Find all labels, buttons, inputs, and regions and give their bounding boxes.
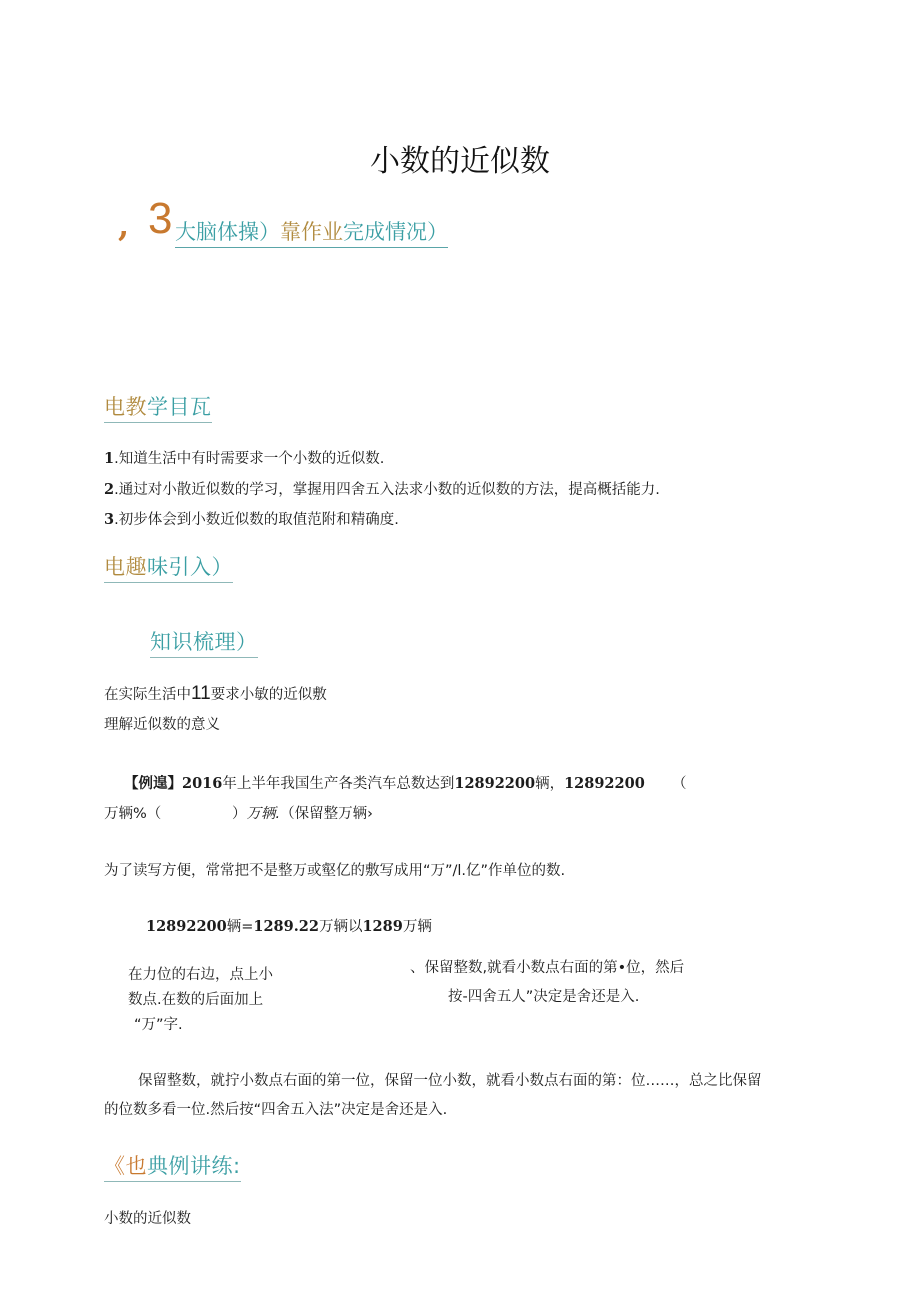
knowledge-line-1 bbox=[104, 683, 327, 705]
knowledge-line-1-b: 11 bbox=[191, 683, 211, 704]
header-text bbox=[175, 216, 448, 248]
teaching-goals-heading bbox=[104, 391, 212, 423]
intro-heading-part1: 电趣 bbox=[104, 555, 147, 579]
example-line-2a: 万辆%（ bbox=[104, 806, 162, 822]
header-paren1: ） bbox=[259, 220, 280, 244]
knowledge-line-1-a: 在实际生活中 bbox=[104, 687, 191, 703]
goal-item-1-num: 1 bbox=[104, 450, 115, 467]
goal-item-1 bbox=[104, 447, 384, 468]
intro-heading bbox=[104, 551, 233, 583]
knowledge-line-2: 理解近似数的意义 bbox=[104, 717, 220, 733]
conversion-num3: 1289 bbox=[362, 918, 403, 935]
note-left-line-1: 在力位的右边，点上小 bbox=[128, 967, 273, 983]
example-text-b: 辆， bbox=[535, 776, 565, 792]
conversion-num1: 12892200 bbox=[146, 918, 227, 935]
header-text-part3: 完成情况 bbox=[343, 220, 427, 244]
intro-heading-part2: 味引入） bbox=[147, 555, 233, 579]
header-text-part1: 大脑体操 bbox=[175, 220, 259, 244]
knowledge-heading: 知识梳理） bbox=[150, 626, 258, 658]
conversion-unit1: 辆= bbox=[226, 919, 254, 935]
goal-item-2-num: 2 bbox=[104, 481, 115, 498]
summary-line-2: 的位数多看一位.然后按“四舍五入法”决定是舍还是入. bbox=[104, 1102, 448, 1118]
header-paren2: ） bbox=[427, 220, 448, 244]
example-note: （保留整万辆› bbox=[280, 806, 373, 822]
goal-item-2-text: .通过对小散近似数的学习，掌握用四舍五入法求小数的近似数的方法，提高概括能力. bbox=[114, 482, 660, 498]
note-right-line-1: 、保留整数,就看小数点右面的第•位，然后 bbox=[410, 960, 685, 976]
practice-heading-part1: 《也 bbox=[104, 1154, 147, 1178]
conversion-line bbox=[146, 915, 432, 936]
explanation-text: 为了读写方便，常常把不是整万或壑亿的敷写成用“万”/l.亿”作单位的数. bbox=[104, 863, 566, 879]
page-title: 小数的近似数 bbox=[370, 144, 550, 179]
example-line-1 bbox=[124, 772, 645, 793]
note-right-line-2: 按-四舍五人”决定是舍还是入. bbox=[448, 989, 640, 1005]
summary-line-1: 保留整数，就拧小数点右面的第一位，保留一位小数，就看小数点右面的第：位……，总之比保留 bbox=[138, 1073, 762, 1089]
example-num1: 12892200 bbox=[454, 775, 536, 792]
practice-heading-part2: 典例讲练: bbox=[147, 1154, 241, 1178]
example-unit: 万辆. bbox=[246, 806, 281, 822]
example-text-a: 年上半年我国生产各类汽车总数达到 bbox=[222, 776, 455, 792]
example-paren-close: ） bbox=[232, 806, 247, 822]
note-left-line-2: 数点.在数的后面加上 bbox=[128, 992, 264, 1008]
teaching-goals-heading-part2: 学目瓦 bbox=[147, 395, 212, 419]
example-paren-open: （ bbox=[672, 776, 687, 792]
example-line-2b bbox=[232, 802, 373, 823]
example-year: 2016 bbox=[182, 775, 223, 792]
example-num2: 12892200 bbox=[564, 775, 645, 792]
goal-item-3-text: .初步体会到小数近似数的取值范附和精确度. bbox=[114, 512, 399, 528]
goal-item-3-num: 3 bbox=[104, 511, 115, 528]
header-comma: , bbox=[118, 206, 130, 244]
goal-item-1-text: .知道生活中有时需要求一个小数的近似数. bbox=[114, 451, 385, 467]
conversion-unit3: 万辆 bbox=[402, 919, 432, 935]
conversion-num2: 1289.22 bbox=[253, 918, 319, 935]
header-text-part2: 靠作业 bbox=[280, 220, 343, 244]
note-left-line-3: “万”字. bbox=[134, 1017, 183, 1033]
practice-subtitle: 小数的近似数 bbox=[104, 1211, 191, 1227]
conversion-unit2: 万辆以 bbox=[318, 919, 363, 935]
knowledge-line-1-c: 要求小敏的近似敷 bbox=[210, 687, 327, 703]
teaching-goals-heading-part1: 电教 bbox=[104, 395, 147, 419]
practice-heading bbox=[104, 1150, 241, 1182]
goal-item-2 bbox=[104, 478, 660, 499]
goal-item-3 bbox=[104, 508, 399, 529]
header-number: 3 bbox=[148, 194, 173, 243]
example-label: 【例遑】 bbox=[124, 776, 182, 792]
